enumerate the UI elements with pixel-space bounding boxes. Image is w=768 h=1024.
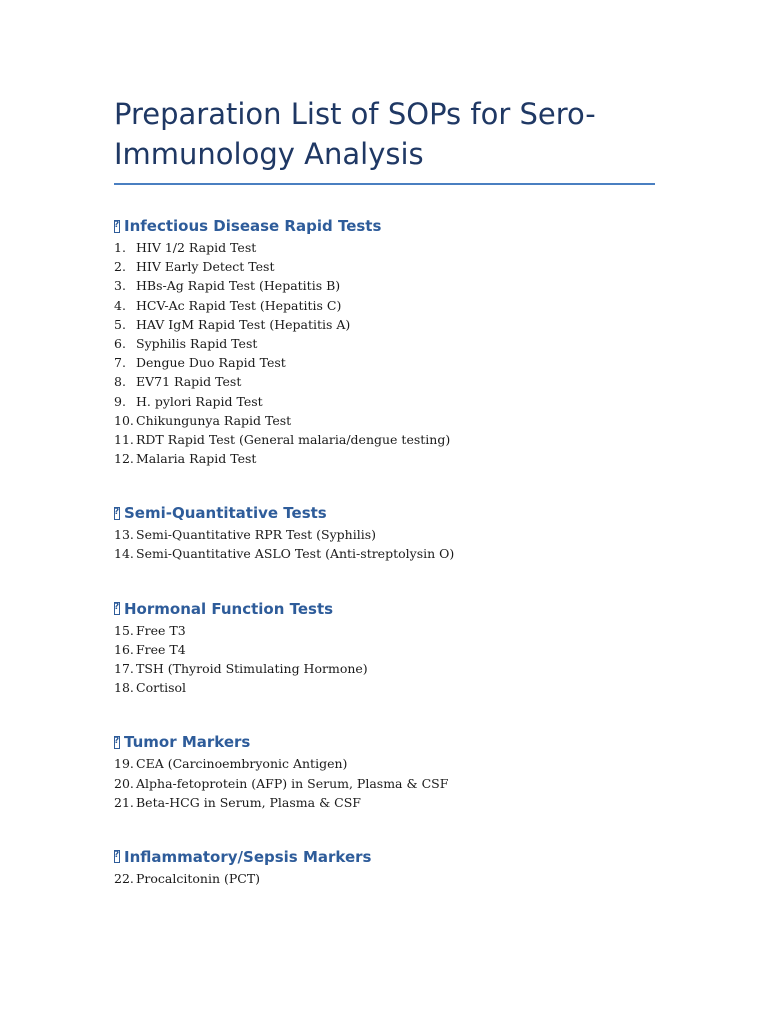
item-text: Semi-Quantitative RPR Test (Syphilis) [136, 527, 377, 543]
section-hormonal-function [114, 597, 655, 698]
list-item [114, 296, 655, 315]
item-number: 15. [114, 622, 134, 638]
item-number: 5. [114, 316, 126, 332]
item-text: Alpha-fetoprotein (AFP) in Serum, Plasma & CSF [136, 775, 449, 791]
item-text: H. pylori Rapid Test [136, 393, 263, 409]
section-inflammatory-sepsis [114, 845, 655, 888]
item-text: Cortisol [136, 680, 187, 696]
title-line-1: Preparation List of SOPs for Sero- [114, 97, 596, 131]
item-text: CEA (Carcinoembryonic Antigen) [136, 756, 348, 772]
item-text: HIV 1/2 Rapid Test [136, 240, 257, 255]
item-number: 14. [114, 546, 134, 562]
list-item [114, 869, 655, 888]
section-heading-label: Semi-Quantitative Tests [124, 504, 327, 523]
item-number: 9. [114, 393, 126, 409]
list-item [114, 372, 655, 391]
list-item [114, 392, 655, 411]
item-text: Semi-Quantitative ASLO Test (Anti-streptolysin O) [136, 546, 455, 562]
test-list [114, 754, 655, 812]
missing-glyph-icon [114, 850, 120, 863]
item-number: 3. [114, 278, 126, 294]
item-number: 19. [114, 756, 134, 772]
item-number: 18. [114, 680, 134, 696]
item-number: 12. [114, 451, 134, 467]
section-heading-label: Inflammatory/Sepsis Markers [124, 847, 372, 866]
item-number: 21. [114, 794, 134, 810]
list-item [114, 659, 655, 678]
item-text: HCV-Ac Rapid Test (Hepatitis C) [136, 297, 342, 313]
section-heading [114, 597, 655, 621]
section-heading [114, 730, 655, 754]
list-item [114, 334, 655, 353]
item-text: EV71 Rapid Test [136, 374, 242, 390]
document-title [114, 94, 655, 174]
list-item [114, 621, 655, 640]
document-page [114, 94, 655, 888]
section-heading-label: Tumor Markers [124, 733, 251, 752]
list-item [114, 430, 655, 449]
item-number: 17. [114, 661, 134, 676]
item-number: 20. [114, 775, 134, 791]
missing-glyph-icon [114, 220, 120, 233]
item-number: 10. [114, 412, 134, 428]
item-text: Dengue Duo Rapid Test [136, 355, 286, 371]
item-text: Procalcitonin (PCT) [136, 870, 261, 886]
section-heading [114, 501, 655, 525]
item-text: HBs-Ag Rapid Test (Hepatitis B) [136, 278, 341, 294]
list-item [114, 754, 655, 773]
item-number: 8. [114, 374, 126, 390]
item-text: Free T3 [136, 622, 186, 638]
item-text: HAV IgM Rapid Test (Hepatitis A) [136, 316, 351, 332]
list-item [114, 257, 655, 276]
item-number: 13. [114, 527, 134, 543]
list-item [114, 353, 655, 372]
list-item [114, 315, 655, 334]
list-item [114, 525, 655, 544]
list-item [114, 678, 655, 697]
item-text: Chikungunya Rapid Test [136, 412, 292, 428]
item-number: 7. [114, 355, 126, 371]
list-item [114, 238, 655, 257]
test-list [114, 621, 655, 698]
list-item [114, 449, 655, 468]
title-line-2: Immunology Analysis [114, 137, 424, 171]
section-heading-label: Infectious Disease Rapid Tests [124, 217, 382, 235]
section-tumor-markers [114, 730, 655, 812]
item-text: RDT Rapid Test (General malaria/dengue testing) [136, 431, 451, 447]
list-item [114, 411, 655, 430]
missing-glyph-icon [114, 507, 120, 520]
list-item [114, 793, 655, 812]
test-list [114, 869, 655, 888]
section-heading [114, 214, 655, 238]
item-text: Syphilis Rapid Test [136, 335, 258, 351]
item-number: 6. [114, 335, 126, 351]
item-text: TSH (Thyroid Stimulating Hormone) [136, 661, 368, 676]
item-text: Free T4 [136, 641, 186, 657]
item-number: 2. [114, 259, 126, 275]
section-heading [114, 845, 655, 869]
list-item [114, 640, 655, 659]
title-underline [114, 183, 655, 185]
item-number: 1. [114, 240, 126, 255]
item-number: 4. [114, 297, 126, 313]
item-number: 16. [114, 641, 134, 657]
item-text: HIV Early Detect Test [136, 259, 275, 275]
section-semi-quantitative [114, 501, 655, 563]
item-text: Malaria Rapid Test [136, 451, 257, 467]
test-list [114, 238, 655, 468]
missing-glyph-icon [114, 736, 120, 749]
missing-glyph-icon [114, 602, 120, 615]
item-text: Beta-HCG in Serum, Plasma & CSF [136, 794, 361, 810]
section-heading-label: Hormonal Function Tests [124, 599, 334, 618]
list-item [114, 276, 655, 295]
test-list [114, 525, 655, 563]
item-number: 22. [114, 870, 134, 886]
item-number: 11. [114, 431, 134, 447]
section-infectious-disease [114, 214, 655, 468]
list-item [114, 544, 655, 563]
list-item [114, 774, 655, 793]
